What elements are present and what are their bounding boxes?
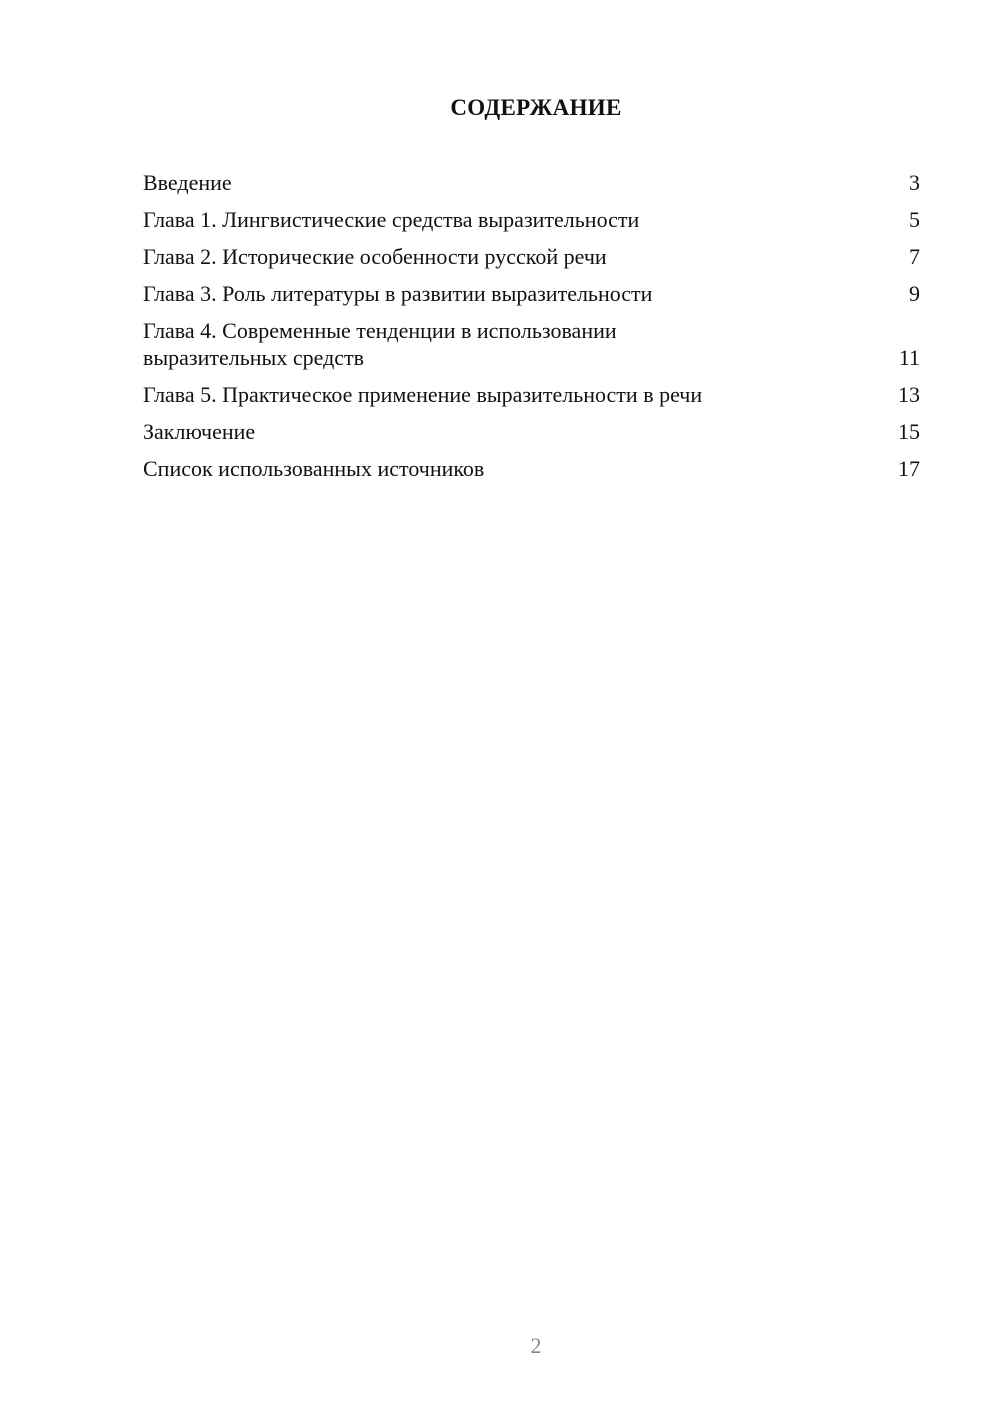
toc-entry[interactable] <box>143 317 920 371</box>
toc-entry-label: Глава 4. Современные тенденции в использовании выразительных средств <box>143 318 617 370</box>
toc-entry[interactable] <box>143 169 920 196</box>
toc-entry-label: Глава 1. Лингвистические средства выразительности <box>143 207 640 232</box>
toc-entry-label: Список использованных источников <box>143 456 485 481</box>
toc-entry-page: 11 <box>898 345 920 370</box>
page-number: 2 <box>530 1333 542 1358</box>
page-title: СОДЕРЖАНИЕ <box>450 95 622 120</box>
toc-entry-page: 7 <box>909 244 920 269</box>
toc-entry[interactable] <box>143 418 920 445</box>
toc-entry-page: 3 <box>909 170 920 195</box>
toc-entry-page: 15 <box>898 419 920 444</box>
table-of-contents <box>143 169 920 492</box>
toc-entry[interactable] <box>143 243 920 270</box>
toc-entry[interactable] <box>143 381 920 408</box>
toc-entry-label: Заключение <box>143 419 256 444</box>
toc-entry-page: 13 <box>898 382 920 407</box>
toc-entry-label: Глава 5. Практическое применение выразительности в речи <box>143 382 703 407</box>
toc-entry-label: Глава 2. Исторические особенности русской речи <box>143 244 607 269</box>
toc-entry-label: Глава 3. Роль литературы в развитии выразительности <box>143 281 653 306</box>
toc-entry[interactable] <box>143 206 920 233</box>
toc-entry[interactable] <box>143 280 920 307</box>
toc-entry-label: Введение <box>143 170 232 195</box>
toc-entry-page: 9 <box>909 281 920 306</box>
toc-entry-page: 5 <box>909 207 920 232</box>
toc-entry[interactable] <box>143 455 920 482</box>
toc-entry-page: 17 <box>898 456 920 481</box>
